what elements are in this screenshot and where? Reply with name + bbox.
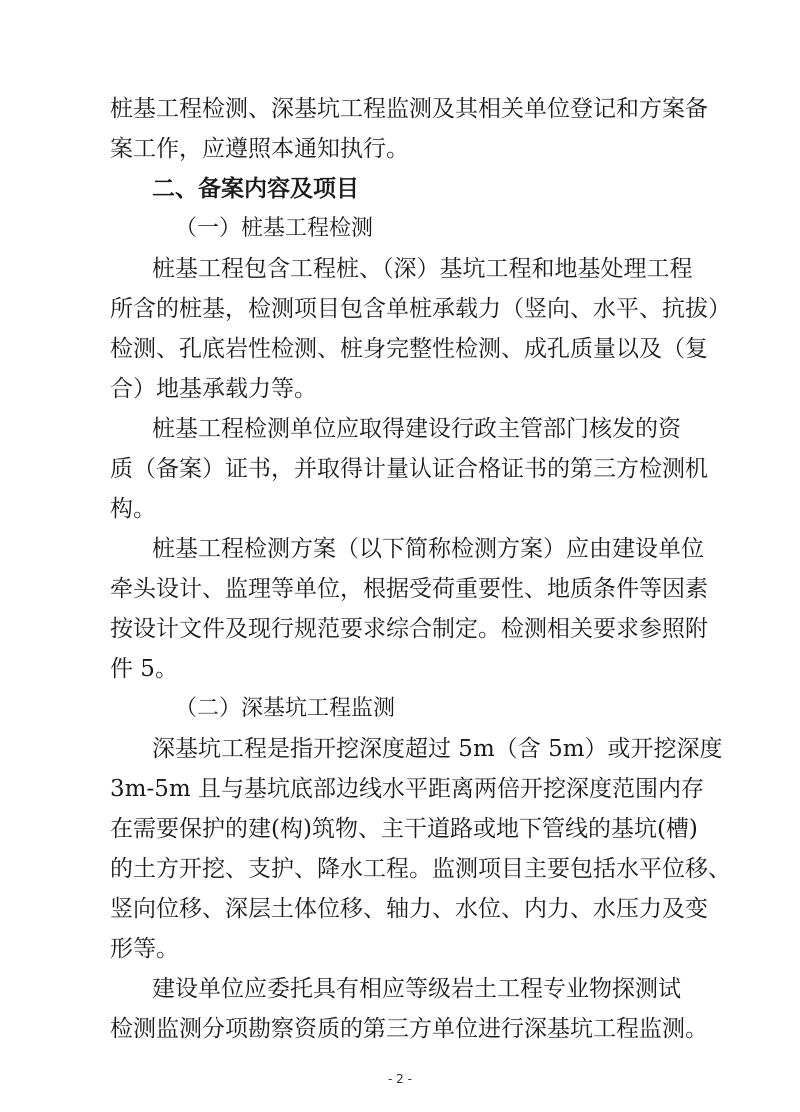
body-text-line: 牵头设计、监理等单位，根据受荷重要性、地质条件等因素 [110, 576, 708, 602]
body-text-line: 检测、孔底岩性检测、桩身完整性检测、成孔质量以及（复 [110, 336, 708, 362]
body-text-line: 在需要保护的建(构)筑物、主干道路或地下管线的基坑(槽) [110, 816, 698, 842]
body-text-line: 质（备案）证书，并取得计量认证合格证书的第三方检测机 [110, 456, 708, 482]
body-text-line: 件 5。 [110, 656, 178, 682]
body-text-line: 竖向位移、深层土体位移、轴力、水位、内力、水压力及变 [110, 896, 708, 922]
body-text-line: 构。 [110, 496, 156, 522]
body-text-line: 桩基工程检测、深基坑工程监测及其相关单位登记和方案备 [110, 96, 708, 122]
subsection-heading: （一）桩基工程检测 [175, 216, 374, 241]
body-text-line: 合）地基承载力等。 [110, 376, 317, 402]
body-text-line: 桩基工程检测方案（以下简称检测方案）应由建设单位 [152, 536, 704, 562]
body-text-line: 3m-5m 且与基坑底部边线水平距离两倍开挖深度范围内存 [110, 776, 704, 802]
body-text-line: 深基坑工程是指开挖深度超过 5m（含 5m）或开挖深度 [152, 736, 723, 762]
body-text-line: 案工作，应遵照本通知执行。 [110, 136, 409, 162]
body-text-line: 的土方开挖、支护、降水工程。监测项目主要包括水平位移、 [110, 856, 731, 882]
page-number: - 2 - [388, 1072, 412, 1086]
body-text-line: 形等。 [110, 936, 179, 962]
body-text-line: 建设单位应委托具有相应等级岩土工程专业物探测试 [152, 976, 681, 1002]
subsection-heading: （二）深基坑工程监测 [175, 696, 396, 721]
body-text-line: 桩基工程包含工程桩、（深）基坑工程和地基处理工程 [152, 256, 693, 282]
section-heading: 二、备案内容及项目 [152, 176, 359, 202]
body-text-line: 桩基工程检测单位应取得建设行政主管部门核发的资 [152, 416, 681, 442]
body-text-line: 按设计文件及现行规范要求综合制定。检测相关要求参照附 [110, 616, 708, 642]
body-text-line: 所含的桩基，检测项目包含单桩承载力（竖向、水平、抗拔） [110, 296, 731, 322]
body-text-line: 检测监测分项勘察资质的第三方单位进行深基坑工程监测。 [110, 1016, 708, 1042]
